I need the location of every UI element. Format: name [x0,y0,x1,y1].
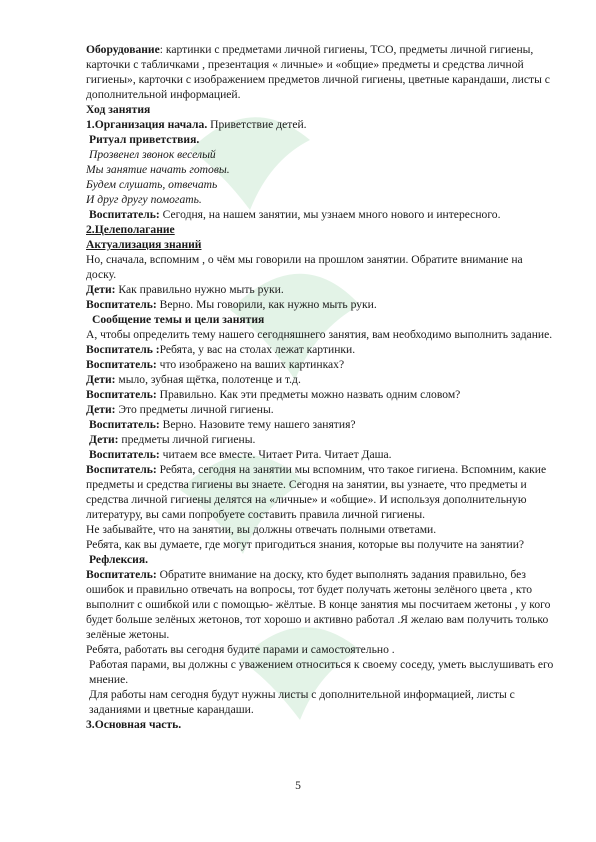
teacher-speaker: Воспитатель: [89,448,160,461]
teacher-speaker: Воспитатель: [86,568,157,581]
children-text: мыло, зубная щётка, полотенце и т.д. [115,373,301,386]
main-heading: 3.Основная часть. [86,718,182,731]
reminder-paragraph: Не забывайте, что на занятии, вы должны отвечать полными ответами. [86,523,437,536]
teacher-text: Сегодня, на нашем занятии, мы узнаем много нового и интересного. [159,208,501,221]
teacher-speaker: Воспитатель: [86,358,157,371]
teacher-line-3 [86,342,554,357]
children-speaker: Дети: [89,433,119,446]
teacher-text: Верно. Назовите тему нашего занятия? [159,418,356,431]
children-line-3 [86,402,554,417]
materials-paragraph: Для работы нам сегодня будут нужны листы с дополнительной информацией, листы с заданиями и цветные карандаши. [89,688,515,716]
teacher-line-2 [86,297,554,312]
teacher-speaker: Воспитатель: [89,208,160,221]
reflection-heading: Рефлексия. [89,553,148,566]
teacher-text: Правильно. Как эти предметы можно назвать одним словом? [156,388,461,401]
org-paragraph [86,117,554,132]
equipment-text: : картинки с предметами личной гигиены, ТСО, предметы личной гигиены, карточки с табличками , презентация « личные» и «общие» предметы и средства личной гигиены», карточки с изображением предметов личной гигиены, цветные карандаши, листы с дополнительной информацией. [86,43,550,101]
teacher-line-9 [86,567,554,642]
topic-heading: Сообщение темы и цели занятия [92,313,265,326]
teacher-line-4 [86,357,554,372]
children-line-4 [86,432,554,447]
goal-heading: 2.Целеполагание [86,223,175,236]
children-line-2 [86,372,554,387]
teacher-line-8 [86,462,554,522]
document-body [86,42,554,732]
pairs-work-paragraph: Работая парами, вы должны с уважением относиться к своему соседу, уметь выслушивать его мнение. [89,658,554,686]
teacher-line-7 [86,447,554,462]
children-text: Как правильно нужно мыть руки. [115,283,284,296]
equipment-paragraph [86,42,554,102]
children-text: предметы личной гигиены. [118,433,256,446]
teacher-text: читаем все вместе. Читает Рита. Читает Даша. [159,448,392,461]
children-line-1 [86,282,554,297]
teacher-line-6 [86,417,554,432]
org-heading: 1.Организация начала. [86,118,208,131]
teacher-speaker: Воспитатель: [89,418,160,431]
teacher-line-5 [86,387,554,402]
verse-line-3: Будем слушать, отвечать [86,178,218,191]
pairs-paragraph: Ребята, работать вы сегодня будите парами и самостоятельно . [86,643,395,656]
org-text: Приветствие детей. [207,118,307,131]
teacher-text: что изображено на ваших картинках? [156,358,345,371]
question-paragraph: Ребята, как вы думаете, где могут пригодиться знания, которые вы получите на занятии? [86,538,525,551]
children-text: Это предметы личной гигиены. [115,403,274,416]
course-heading: Ход занятия [86,103,151,116]
children-speaker: Дети: [86,373,116,386]
intro-paragraph: Но, сначала, вспомним , о чём мы говорили на прошлом занятии. Обратите внимание на доску. [86,253,523,281]
teacher-text: Верно. Мы говорили, как нужно мыть руки. [156,298,377,311]
teacher-speaker: Воспитатель: [86,463,157,476]
teacher-line-1 [86,207,554,222]
teacher-text: Ребята, сегодня на занятии мы вспомним, что такое гигиена. Вспомним, какие предметы и средства гигиены вы знаете. Сегодня на занятии, вы узнаете, что предметы и средства личной гигиены делятся на «личные» и «общие». И используя дополнительную литературу, вы сами попробуете составить правила личной гигиены. [86,463,547,521]
teacher-text: Обратите внимание на доску, кто будет выполнять задания правильно, без ошибок и правильно отвечать на вопросы, тот будет получать жетоны зелёного цвета , кто выполнит с ошибкой или с помощью- жёлтые. В конце занятия мы посчитаем жетоны , у кого будет больше зелёных жетонов, тот хорошо и активно работал .Я желаю вам получить только зелёные жетоны. [86,568,551,641]
teacher-speaker: Воспитатель : [86,343,160,356]
topic-paragraph: А, чтобы определить тему нашего сегодняшнего занятия, вам необходимо выполнить задание. [86,328,553,341]
equipment-label: Оборудование [86,43,160,56]
teacher-speaker: Воспитатель: [86,388,157,401]
ritual-heading: Ритуал приветствия. [89,133,200,146]
actualization-heading: Актуализация знаний [86,238,202,251]
verse-line-1: Прозвенел звонок веселый [89,148,216,161]
page-number: 5 [295,779,301,792]
teacher-speaker: Воспитатель: [86,298,157,311]
verse-line-2: Мы занятие начать готовы. [86,163,230,176]
teacher-text: Ребята, у вас на столах лежат картинки. [159,343,356,356]
verse-line-4: И друг другу помогать. [86,193,202,206]
children-speaker: Дети: [86,283,116,296]
children-speaker: Дети: [86,403,116,416]
